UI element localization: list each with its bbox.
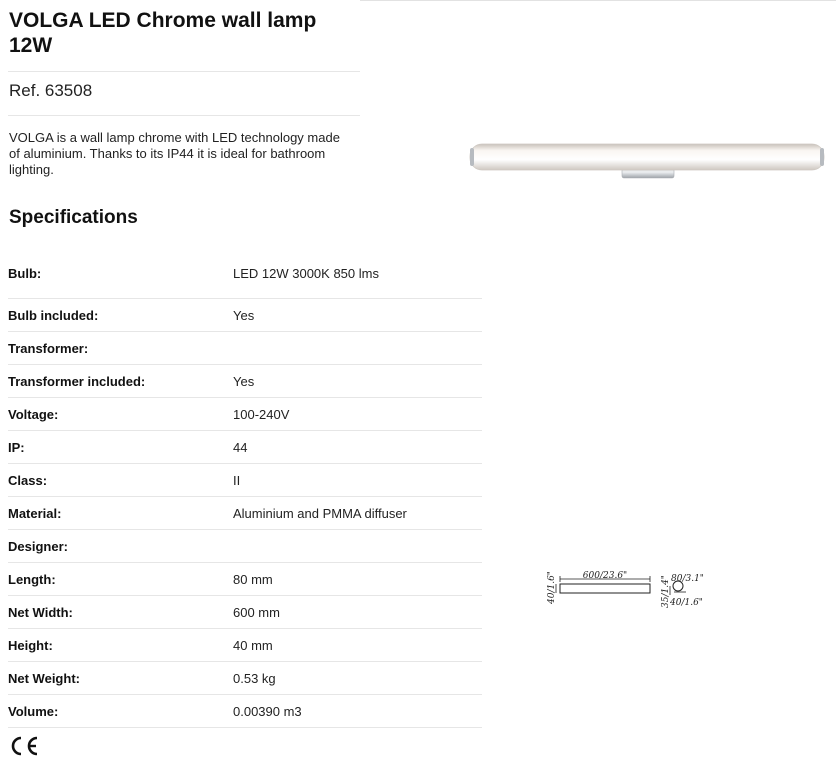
- spec-value: II: [233, 472, 241, 488]
- spec-value: 0.53 kg: [233, 670, 276, 686]
- divider: [8, 71, 360, 72]
- spec-label: Net Weight:: [8, 670, 80, 686]
- product-title: VOLGA LED Chrome wall lamp 12W: [9, 9, 317, 57]
- product-reference: Ref. 63508: [9, 81, 93, 100]
- spec-value: 44: [233, 439, 248, 455]
- spec-row-volume: [8, 695, 482, 728]
- spec-label: Designer:: [8, 538, 68, 554]
- spec-row-bulb: [8, 248, 482, 299]
- spec-label: Volume:: [8, 703, 59, 719]
- spec-row-transformer-included: [8, 365, 482, 398]
- spec-label: Transformer:: [8, 340, 89, 356]
- spec-label: Voltage:: [8, 406, 59, 422]
- spec-label: Transformer included:: [8, 373, 146, 389]
- spec-label: Length:: [8, 571, 56, 587]
- spec-row-transformer: [8, 332, 482, 365]
- diameter-dimension-label: 40/1.6": [670, 598, 703, 608]
- spec-label: Class:: [8, 472, 48, 488]
- product-description: VOLGA is a wall lamp chrome with LED technology made of aluminium. Thanks to its IP44 it is ideal for bathroom lighting.: [9, 130, 340, 177]
- spec-label: Material:: [8, 505, 62, 521]
- spec-label: Height:: [8, 637, 53, 653]
- ce-mark-icon: [8, 734, 40, 758]
- spec-label: Bulb included:: [8, 307, 99, 323]
- spec-row-ip: [8, 431, 482, 464]
- bracket-dimension-label: 35/1.4": [661, 575, 671, 608]
- spec-row-class: [8, 464, 482, 497]
- top-divider: [360, 0, 836, 1]
- spec-row-bulb-included: [8, 299, 482, 332]
- spec-value: 80 mm: [233, 571, 273, 587]
- spec-row-voltage: [8, 398, 482, 431]
- dimension-drawing: [546, 568, 710, 612]
- spec-value: Aluminium and PMMA diffuser: [233, 505, 407, 521]
- spec-label: Net Width:: [8, 604, 73, 620]
- spec-row-designer: [8, 530, 482, 563]
- product-photo: [466, 138, 828, 186]
- spec-value: Yes: [233, 373, 255, 389]
- spec-value: 40 mm: [233, 637, 273, 653]
- spec-row-net-weight: [8, 662, 482, 695]
- spec-row-net-width: [8, 596, 482, 629]
- spec-value: LED 12W 3000K 850 lms: [233, 265, 379, 281]
- spec-label: IP:: [8, 439, 25, 455]
- specifications-heading: Specifications: [9, 207, 138, 228]
- height-dimension-label: 40/1.6": [547, 571, 557, 604]
- spec-value: 100-240V: [233, 406, 290, 422]
- spec-row-material: [8, 497, 482, 530]
- spec-value: 600 mm: [233, 604, 280, 620]
- spec-label: Bulb:: [8, 265, 42, 281]
- spec-value: 0.00390 m3: [233, 703, 302, 719]
- specifications-table: [8, 248, 482, 728]
- depth-dimension-label: 80/3.1": [671, 574, 704, 584]
- spec-value: Yes: [233, 307, 255, 323]
- divider: [8, 115, 360, 116]
- spec-row-length: [8, 563, 482, 596]
- width-dimension-label: 600/23.6": [582, 571, 628, 581]
- spec-row-height: [8, 629, 482, 662]
